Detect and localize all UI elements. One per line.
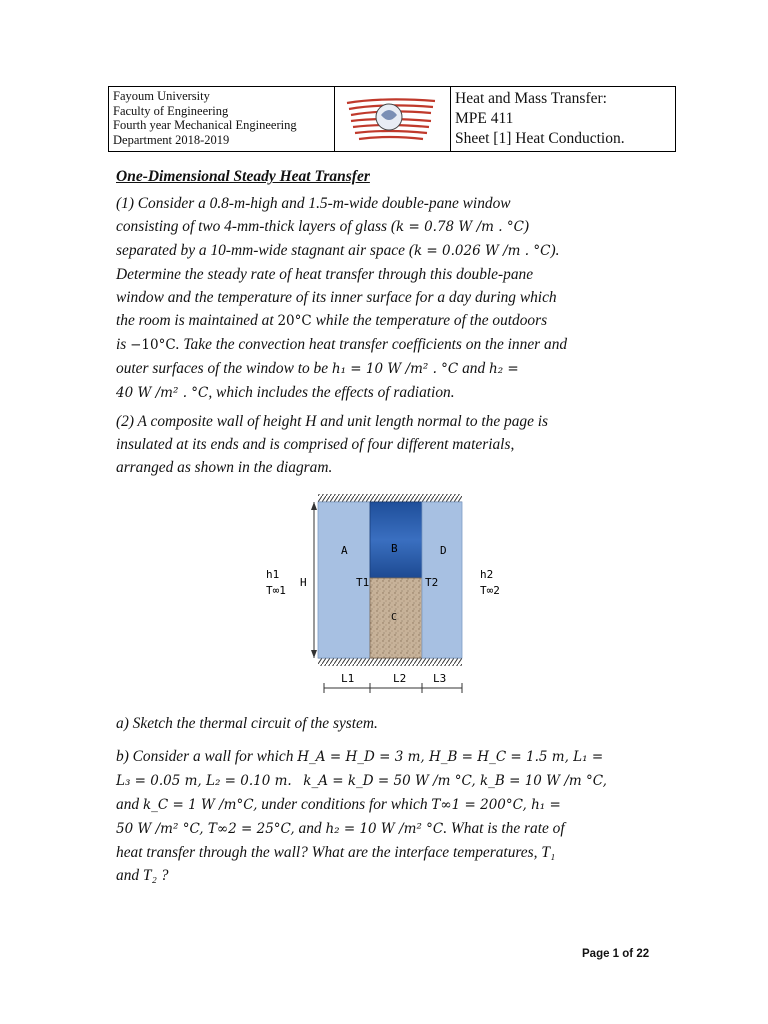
part-b [116,745,652,887]
header-institution [109,87,335,151]
faculty-name: Faculty of Engineering [113,103,229,118]
label-L2: L2 [393,672,407,685]
university-name: Fayoum University [113,89,210,103]
pb-line: heat transfer through the wall? What are the interface temperatures, T₁ [116,844,556,861]
p1-line: window and the temperature of its inner surface for a day during which [116,289,557,306]
p1-line: 40 W /m² . °C, which includes the effects of radiation. [116,384,455,401]
pb-line: and T₂ ? [116,867,169,884]
part-a-text: a) Sketch the thermal circuit of the system. [116,715,378,732]
p1-line: is −10°C. Take the convection heat transfer coefficients on the inner and [116,336,568,353]
bottom-insulation [318,658,462,666]
label-h1: h1 [266,568,280,581]
pb-line: 50 W /m² °C, T∞2 = 25°C, and h₂ = 10 W /m² °C. What is the rate of [116,820,565,837]
department-name: Department 2018-2019 [113,132,230,147]
part-a [116,712,652,735]
pb-line: and k_C = 1 W /m°C, under conditions for which T∞1 = 200°C, h₁ = [116,796,561,813]
section-title: One-Dimensional Steady Heat Transfer [116,168,370,185]
label-H: H [300,576,307,589]
problem-2 [116,410,652,479]
label-Tinf1: T∞1 [266,584,286,597]
label-T2: T2 [425,576,439,589]
pb-line: L₃ = 0.05 m, L₂ = 0.10 m. k_A = k_D = 50 W /m °C, k_B = 10 W /m °C, [116,773,607,789]
p2-line: arranged as shown in the diagram. [116,459,333,476]
label-L1: L1 [341,672,355,685]
label-L3: L3 [433,672,447,685]
university-logo [335,87,451,151]
header-course [451,87,675,151]
p2-line: insulated at its ends and is comprised of four different materials, [116,436,515,453]
year-name: Fourth year Mechanical Engineering [113,118,297,132]
label-D: D [440,544,447,557]
pb-line: b) Consider a wall for which H_A = H_D = 3 m, H_B = H_C = 1.5 m, L₁ = [116,748,604,765]
p1-line: the room is maintained at 20°C while the temperature of the outdoors [116,312,548,329]
p1-line: Determine the steady rate of heat transfer through this double-pane [116,266,534,283]
header-table [108,86,676,152]
label-T1: T1 [356,576,370,589]
p1-line: separated by a 10-mm-wide stagnant air space (k = 0.026 W /m . °C). [116,242,560,259]
logo-icon [343,91,443,147]
p1-line: (1) Consider a 0.8-m-high and 1.5-m-wide double-pane window [116,195,511,212]
course-code: MPE 411 [455,110,514,127]
label-C: C [391,612,398,623]
problem-1 [116,192,652,405]
label-h2: h2 [480,568,494,581]
composite-wall-diagram [250,490,520,700]
sheet-title: Sheet [1] Heat Conduction. [455,130,625,147]
p2-line: (2) A composite wall of height H and unit length normal to the page is [116,413,549,430]
top-insulation [318,494,462,502]
label-A: A [341,544,348,557]
page-number: Page 1 of 22 [582,948,650,960]
p1-line: outer surfaces of the window to be h₁ = 10 W /m² . °C and h₂ = [116,360,519,377]
label-B: B [391,542,398,555]
layer-B [370,502,422,578]
p1-line: consisting of two 4-mm-thick layers of glass (k = 0.78 W /m . °C) [116,218,530,235]
label-Tinf2: T∞2 [480,584,500,597]
course-title: Heat and Mass Transfer: [455,90,607,107]
